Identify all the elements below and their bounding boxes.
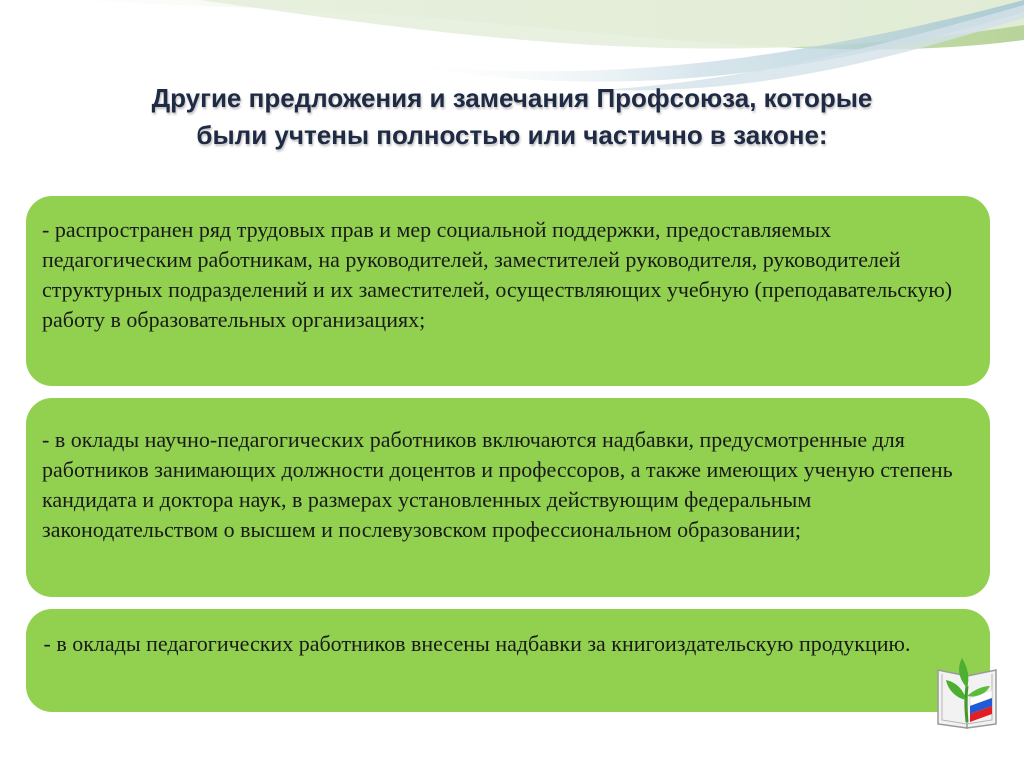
union-logo-icon [934, 650, 1000, 730]
slide-title-line-2: были учтены полностью или частично в законе: [196, 120, 828, 150]
slide-title [0, 80, 1024, 154]
slide-title-line-1: Другие предложения и замечания Профсоюза, которые [151, 83, 873, 113]
item-card-3 [26, 609, 990, 712]
item-card-1 [26, 196, 990, 386]
item-card-3-text: - в оклады педагогических работников внесены надбавки за книгоиздательскую продукцию. [38, 631, 911, 656]
item-card-1-text: - распространен ряд трудовых прав и мер социальной поддержки, предоставляемых педагогическим работникам, на руководителей, заместителей руководителя, руководителей структурных подразделений и их заместителей, осуществляющих учебную (преподавательскую) работу в образовательных организациях; [42, 217, 953, 332]
item-card-2-text: - в оклады научно-педагогических работников включаются надбавки, предусмотренные для работников занимающих должности доцентов и профессоров, а также имеющих ученую степень кандидата и доктора наук, в размерах установленных действующим федеральным законодательством о высшем и послевузовском профессиональном образовании; [42, 427, 953, 542]
item-card-2 [26, 398, 990, 597]
